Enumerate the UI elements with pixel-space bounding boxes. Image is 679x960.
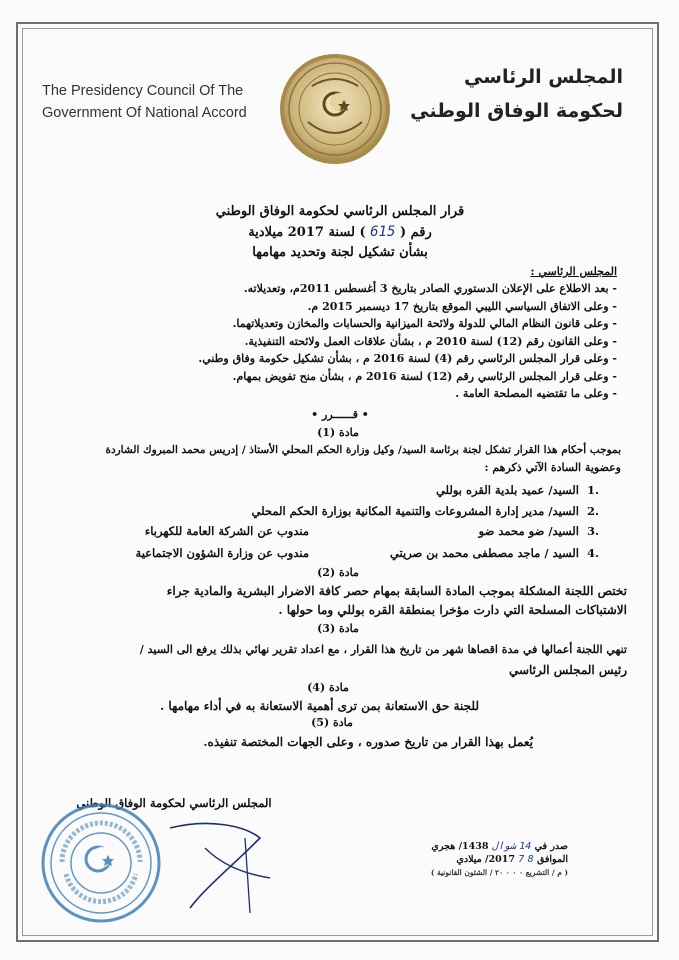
number-suffix: ) لسنة 2017 ميلادية — [248, 225, 366, 240]
title-number-line — [150, 222, 530, 243]
member-row — [49, 504, 609, 522]
state-seal-emblem — [278, 52, 392, 166]
preamble-label: المجلس الرئاسي : — [530, 265, 617, 278]
handwritten-decision-number: 615 — [370, 224, 396, 240]
hijri-day: 14 — [519, 841, 532, 852]
member-row — [49, 546, 609, 564]
member-role: مندوب عن الشركة العامة للكهرباء — [144, 524, 309, 538]
issued-label: صدر في — [534, 841, 568, 852]
article1-line2: وعضوية السادة الآتي ذكرهم : — [484, 461, 621, 474]
member-number: 3. — [587, 524, 600, 538]
greg-suffix: ميلادي — [456, 854, 482, 865]
preamble-list — [57, 280, 617, 403]
hijri-suffix: هجري — [431, 841, 456, 852]
member-role: مندوب عن وزارة الشؤون الاجتماعية — [135, 546, 309, 560]
arabic-header-line2: لحكومة الوفاق الوطني — [410, 100, 623, 122]
greg-month: 7 — [518, 854, 525, 865]
arabic-header-line1: المجلس الرئاسي — [464, 66, 623, 88]
article4-text: للجنة حق الاستعانة بمن ترى أهمية الاستعانة به في أداء مهامها . — [160, 699, 479, 713]
member-number: 2. — [587, 504, 600, 518]
preamble-item: - وعلى قانون النظام المالي للدولة ولائحة الميزانية والحسابات والمخازن وتعديلاتهما. — [232, 317, 617, 330]
greg-year: 2017/ — [485, 854, 515, 865]
number-prefix: رقم ( — [399, 225, 432, 240]
hijri-date-line — [418, 840, 568, 853]
hijri-year: 1438/ — [458, 841, 489, 852]
english-header — [42, 80, 272, 124]
title-line1: قرار المجلس الرئاسي لحكومة الوفاق الوطني — [215, 204, 465, 219]
arabic-header — [403, 60, 623, 128]
member-name: السيد / ماجد مصطفى محمد بن صريتي — [389, 546, 579, 560]
member-number: 4. — [587, 546, 600, 560]
article1-line1: بموجب أحكام هذا القرار تشكل لجنة برئاسة السيد/ وكيل وزارة الحكم المحلي الأستاذ / إدريس محمد المبروك الشاردة — [105, 444, 621, 456]
official-stamp-icon — [40, 802, 162, 924]
article2-heading: مادة (2) — [317, 566, 359, 579]
article3-text — [7, 640, 627, 680]
member-row — [49, 524, 609, 542]
issue-date-block — [418, 840, 568, 879]
member-name: السيد/ ضو محمد ضو — [478, 524, 579, 538]
decided-heading: • قــــــرر • — [311, 408, 369, 421]
gregorian-date-line — [418, 853, 568, 866]
article2-text — [7, 582, 627, 620]
article1-text — [11, 442, 621, 476]
article4-heading: مادة (4) — [307, 681, 349, 694]
corresponding-label: الموافق — [536, 854, 568, 865]
preamble-item: - وعلى الاتفاق السياسي الليبي الموقع بتاريخ 17 ديسمبر 2015 م. — [307, 299, 617, 313]
title-line3: بشأن تشكيل لجنة وتحديد مهامها — [252, 245, 428, 260]
decision-title — [150, 202, 530, 263]
greg-day: 8 — [527, 854, 534, 865]
article5-heading: مادة (5) — [311, 716, 353, 729]
reference-note: ( م / التشريع ٠ ٠ ٠ ٢٠ / الشئون القانونية ) — [430, 868, 568, 877]
handwritten-signature — [150, 808, 280, 918]
english-header-line2: Government Of National Accord — [42, 105, 247, 121]
preamble-item: - وعلى القانون رقم (12) لسنة 2010 م ، بشأن علاقات العمل ولائحته التنفيذية. — [244, 334, 617, 348]
member-row — [49, 483, 609, 501]
article2-line2: الاشتباكات المسلحة التي دارت مؤخرا بمنطقة القره بوللي وما حولها . — [278, 603, 627, 617]
article1-heading: مادة (1) — [317, 426, 359, 439]
preamble-item: - بعد الاطلاع على الإعلان الدستوري الصادر بتاريخ 3 أغسطس 2011م، وتعديلاته. — [243, 282, 617, 295]
member-name: السيد/ عميد بلدية القره بوللي — [435, 483, 579, 497]
article3-line1: تنهي اللجنة أعمالها في مدة اقصاها شهر من تاريخ هذا القرار ، مع اعداد تقرير نهائي بذلك يرفع الى السيد / — [139, 643, 627, 656]
preamble-item: - وعلى ما تقتضيه المصلحة العامة . — [455, 387, 617, 400]
signature-title: المجلس الرئاسي لحكومة الوفاق الوطني — [76, 796, 272, 810]
article3-heading: مادة (3) — [317, 622, 359, 635]
preamble-item: - وعلى قرار المجلس الرئاسي رقم (4) لسنة 2016 م ، بشأن تشكيل حكومة وفاق وطني. — [198, 352, 617, 365]
english-header-line1: The Presidency Council Of The — [42, 83, 244, 99]
article2-line1: تختص اللجنة المشكلة بموجب المادة السابقة بمهام حصر كافة الاضرار البشرية والمادية جراء — [166, 584, 627, 598]
article5-text: يُعمل بهذا القرار من تاريخ صدوره ، وعلى الجهات المختصة تنفيذه. — [203, 735, 533, 749]
member-name: السيد/ مدير إدارة المشروعات والتنمية المكانية بوزارة الحكم المحلي — [251, 504, 579, 518]
hijri-month: شوال — [491, 841, 516, 852]
preamble-item: - وعلى قرار المجلس الرئاسي رقم (12) لسنة 2016 م ، بشأن منح تفويض بمهام. — [232, 369, 617, 383]
article3-line2: رئيس المجلس الرئاسي — [508, 663, 627, 677]
member-number: 1. — [587, 483, 600, 497]
